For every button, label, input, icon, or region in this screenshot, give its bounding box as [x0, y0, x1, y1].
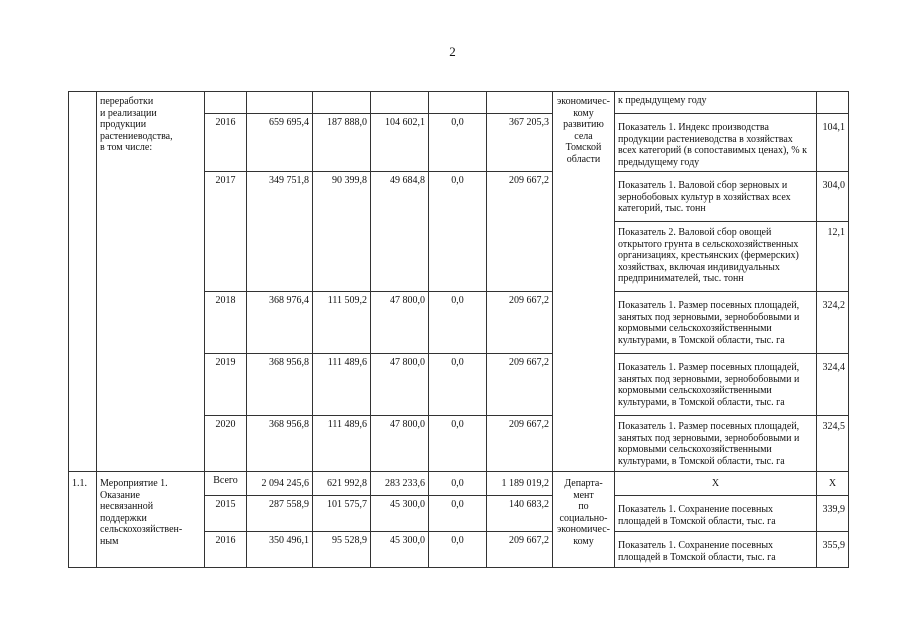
table-row: [69, 92, 849, 114]
indicator-value: 355,9: [817, 532, 849, 568]
table-row: [69, 472, 849, 496]
federal-cell: 621 992,8: [313, 472, 371, 496]
other-cell: 367 205,3: [487, 114, 553, 172]
indicator-value: Х: [817, 472, 849, 496]
other-cell: 209 667,2: [487, 354, 553, 416]
measure-description: Мероприятие 1. Оказание несвязанной поддержки сельскохозяйствен- ным: [97, 472, 205, 568]
local-cell: 0,0: [429, 472, 487, 496]
other-cell: 1 189 019,2: [487, 472, 553, 496]
total-cell: 2 094 245,6: [247, 472, 313, 496]
year-cell: Всего: [205, 472, 247, 496]
indicator-cell: Показатель 2. Валовой сбор овощей открытого грунта в сельскохозяйственных организациях, крестьянских (фермерских) хозяйствах, включая индивидуальных предпринимателей, тыс. тонн: [615, 222, 817, 292]
federal-cell: 111 489,6: [313, 354, 371, 416]
indicator-value: 324,2: [817, 292, 849, 354]
indicator-value: 324,4: [817, 354, 849, 416]
regional-cell: 47 800,0: [371, 354, 429, 416]
indicator-cell: Показатель 1. Индекс производства продукции растениеводства в хозяйствах всех категорий (в сопоставимых ценах), % к предыдущему году: [615, 114, 817, 172]
other-cell: 209 667,2: [487, 292, 553, 354]
regional-cell: 283 233,6: [371, 472, 429, 496]
total-cell: 368 976,4: [247, 292, 313, 354]
total-cell: 349 751,8: [247, 172, 313, 292]
indicator-value: 339,9: [817, 496, 849, 532]
indicator-cell: Х: [615, 472, 817, 496]
indicator-cell: Показатель 1. Валовой сбор зерновых и зернобобовых культур в хозяйствах всех категорий, тыс. тонн: [615, 172, 817, 222]
local-cell: 0,0: [429, 292, 487, 354]
indicator-value: 304,0: [817, 172, 849, 222]
regional-cell: 47 800,0: [371, 416, 429, 472]
regional-cell: 45 300,0: [371, 496, 429, 532]
indicator-cell: Показатель 1. Размер посевных площадей, занятых под зерновыми, зернобобовыми и кормовыми сельскохозяйственными культурами, в Томской области, тыс. га: [615, 354, 817, 416]
indicator-cell: Показатель 1. Сохранение посевных площадей в Томской области, тыс. га: [615, 532, 817, 568]
year-cell: 2015: [205, 496, 247, 532]
indicator-cell: Показатель 1. Размер посевных площадей, занятых под зерновыми, зернобобовыми и кормовыми сельскохозяйственными культурами, в Томской области, тыс. га: [615, 292, 817, 354]
federal-cell: 90 399,8: [313, 172, 371, 292]
year-cell: 2019: [205, 354, 247, 416]
other-cell: 209 667,2: [487, 172, 553, 292]
year-cell: 2018: [205, 292, 247, 354]
indicator-cell: Показатель 1. Размер посевных площадей, занятых под зерновыми, зернобобовыми и кормовыми сельскохозяйственными культурами, в Томской области, тыс. га: [615, 416, 817, 472]
regional-cell: 47 800,0: [371, 292, 429, 354]
local-cell: 0,0: [429, 114, 487, 172]
block-executor: экономичес- кому развитию села Томской области: [553, 92, 615, 472]
indicator-value: 12,1: [817, 222, 849, 292]
local-cell: 0,0: [429, 532, 487, 568]
page-number: 2: [449, 44, 456, 59]
total-cell: 287 558,9: [247, 496, 313, 532]
other-cell: 140 683,2: [487, 496, 553, 532]
regional-cell: 49 684,8: [371, 172, 429, 292]
local-cell: 0,0: [429, 496, 487, 532]
local-cell: 0,0: [429, 416, 487, 472]
indicator-value: 104,1: [817, 114, 849, 172]
year-cell: 2016: [205, 532, 247, 568]
other-cell: 209 667,2: [487, 532, 553, 568]
total-cell: 368 956,8: [247, 354, 313, 416]
other-cell: 209 667,2: [487, 416, 553, 472]
program-table: [68, 91, 849, 568]
local-cell: 0,0: [429, 172, 487, 292]
measure-number: 1.1.: [69, 472, 97, 568]
year-cell: 2020: [205, 416, 247, 472]
total-cell: 350 496,1: [247, 532, 313, 568]
federal-cell: 95 528,9: [313, 532, 371, 568]
year-cell: 2016: [205, 114, 247, 172]
total-cell: 659 695,4: [247, 114, 313, 172]
local-cell: 0,0: [429, 354, 487, 416]
indicator-cell: Показатель 1. Сохранение посевных площадей в Томской области, тыс. га: [615, 496, 817, 532]
indicator-cell: к предыдущему году: [615, 92, 817, 114]
federal-cell: 111 509,2: [313, 292, 371, 354]
regional-cell: 45 300,0: [371, 532, 429, 568]
block-description: переработки и реализации продукции растениеводства, в том числе:: [97, 92, 205, 472]
federal-cell: 187 888,0: [313, 114, 371, 172]
federal-cell: 101 575,7: [313, 496, 371, 532]
year-cell: 2017: [205, 172, 247, 292]
federal-cell: 111 489,6: [313, 416, 371, 472]
indicator-value: 324,5: [817, 416, 849, 472]
measure-executor: Департа- мент по социально- экономичес- кому: [553, 472, 615, 568]
regional-cell: 104 602,1: [371, 114, 429, 172]
row-number-cell: [69, 92, 97, 472]
total-cell: 368 956,8: [247, 416, 313, 472]
